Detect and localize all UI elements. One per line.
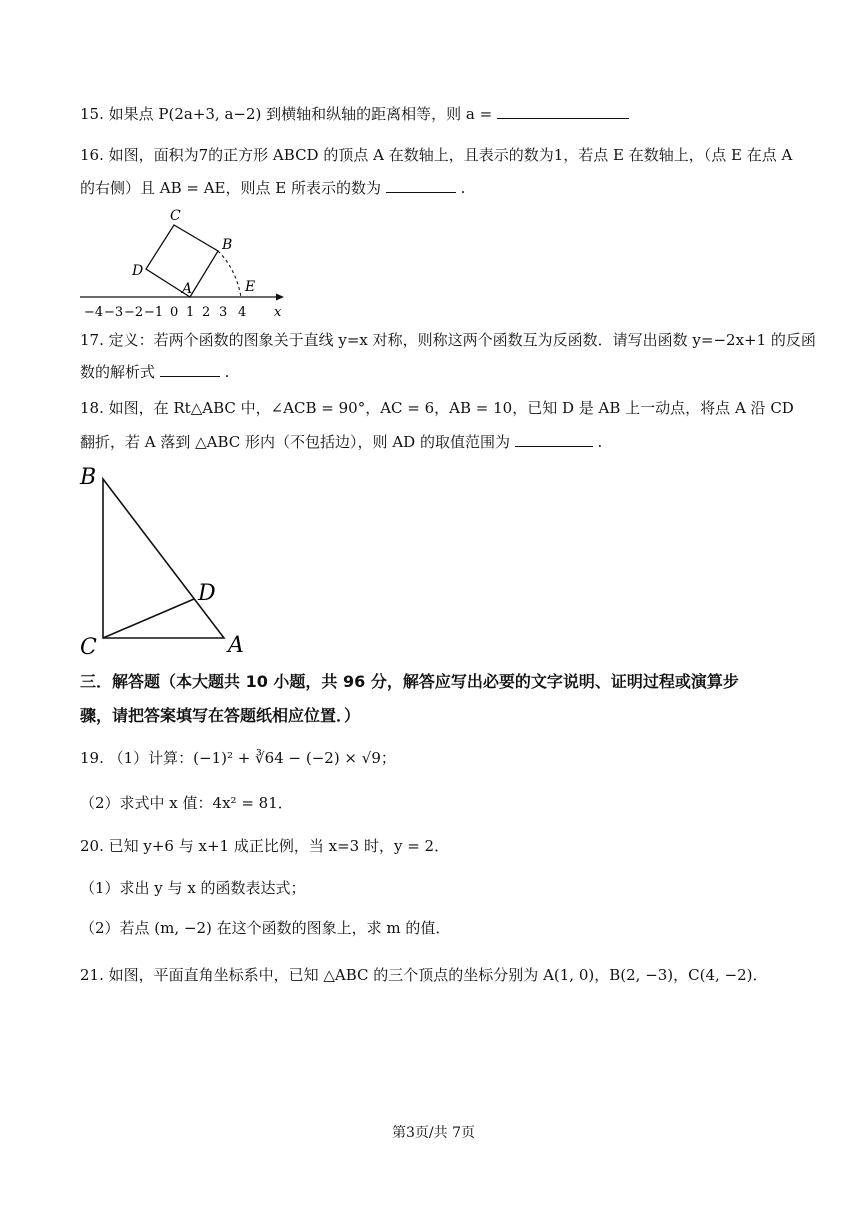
tick-label: −4 [84,305,104,317]
q15 [80,104,629,124]
q15-answer-blank [497,104,629,119]
label-b: B [80,465,97,490]
q18-line2 [80,432,602,452]
q18-answer-blank [515,432,593,447]
tick-label: −2 [124,305,144,317]
section3-heading-line2: 骤，请把答案填写在答题纸相应位置．） [80,706,361,725]
q16-period: . [460,179,466,197]
label-e: E [245,279,256,295]
q20-part1: （1）求出 y 与 x 的函数表达式； [80,879,306,897]
number-line-arrow [276,294,284,301]
q16-answer-blank [386,178,456,193]
q20-stem: 20. 已知 y+6 与 x+1 成正比例，当 x=3 时，y = 2． [80,837,450,855]
label-c: C [80,635,97,660]
label-a: A [228,633,244,658]
page-footer: 第3页/共 7页 [392,1125,475,1141]
q18-line1: 18. 如图，在 Rt△ABC 中，∠ACB = 90°，AC = 6，AB = 10，已知 D 是 AB 上一动点，将点 A 沿 CD [80,399,794,417]
q19-part2: （2）求式中 x 值：4x² = 81． [80,794,293,812]
q17-line2 [80,362,229,382]
q16-line2 [80,178,465,198]
arc-b-to-e [218,251,241,297]
label-c: C [170,208,181,224]
q17-period: . [224,363,230,381]
q17-answer-blank [160,362,220,377]
q21-stem: 21. 如图，平面直角坐标系中，已知 △ABC 的三个顶点的坐标分别为 A(1, 0)，B(2, −3)，C(4, −2)． [80,966,768,984]
tick-label: 1 [186,305,195,317]
triangle-abc [103,479,224,638]
tick-label: 4 [238,305,247,317]
label-b: B [222,237,233,253]
tick-label: 0 [170,305,179,317]
q20-part2: （2）若点 (m, −2) 在这个函数的图象上，求 m 的值． [80,919,451,937]
q19-part1: 19. （1）计算：(−1)² + ∛64 − (−2) × √9； [80,749,396,767]
section3-heading-line1: 三．解答题（本大题共 10 小题，共 96 分，解答应写出必要的文字说明、证明过程或演算步 [80,672,739,691]
q17-text: 数的解析式 [80,363,156,381]
q18-period: . [597,433,603,451]
label-d: D [132,263,144,279]
q18-figure [76,460,256,660]
tick-label: −3 [104,305,124,317]
q18-text: 翻折，若 A 落到 △ABC 形内（不包括边），则 AD 的取值范围为 [80,433,510,451]
tick-label: −1 [144,305,164,317]
label-a: A [182,281,193,297]
label-d: D [198,581,216,606]
q15-text: 15. 如果点 P(2a+3, a−2) 到横轴和纵轴的距离相等，则 a = [80,105,493,123]
q17-line1: 17. 定义：若两个函数的图象关于直线 y=x 对称，则称这两个函数互为反函数．请写出函数 y=−2x+1 的反函 [80,331,816,349]
q16-line1: 16. 如图，面积为7的正方形 ABCD 的顶点 A 在数轴上，且表示的数为1，若点 E 在数轴上，（点 E 在点 A [80,146,793,164]
q16-text: 的右侧）且 AB = AE，则点 E 所表示的数为 [80,179,381,197]
tick-label: 2 [202,305,211,317]
q16-figure [78,205,290,317]
label-x-axis: x [274,305,282,317]
segment-cd [103,599,194,638]
tick-label: 3 [219,305,228,317]
